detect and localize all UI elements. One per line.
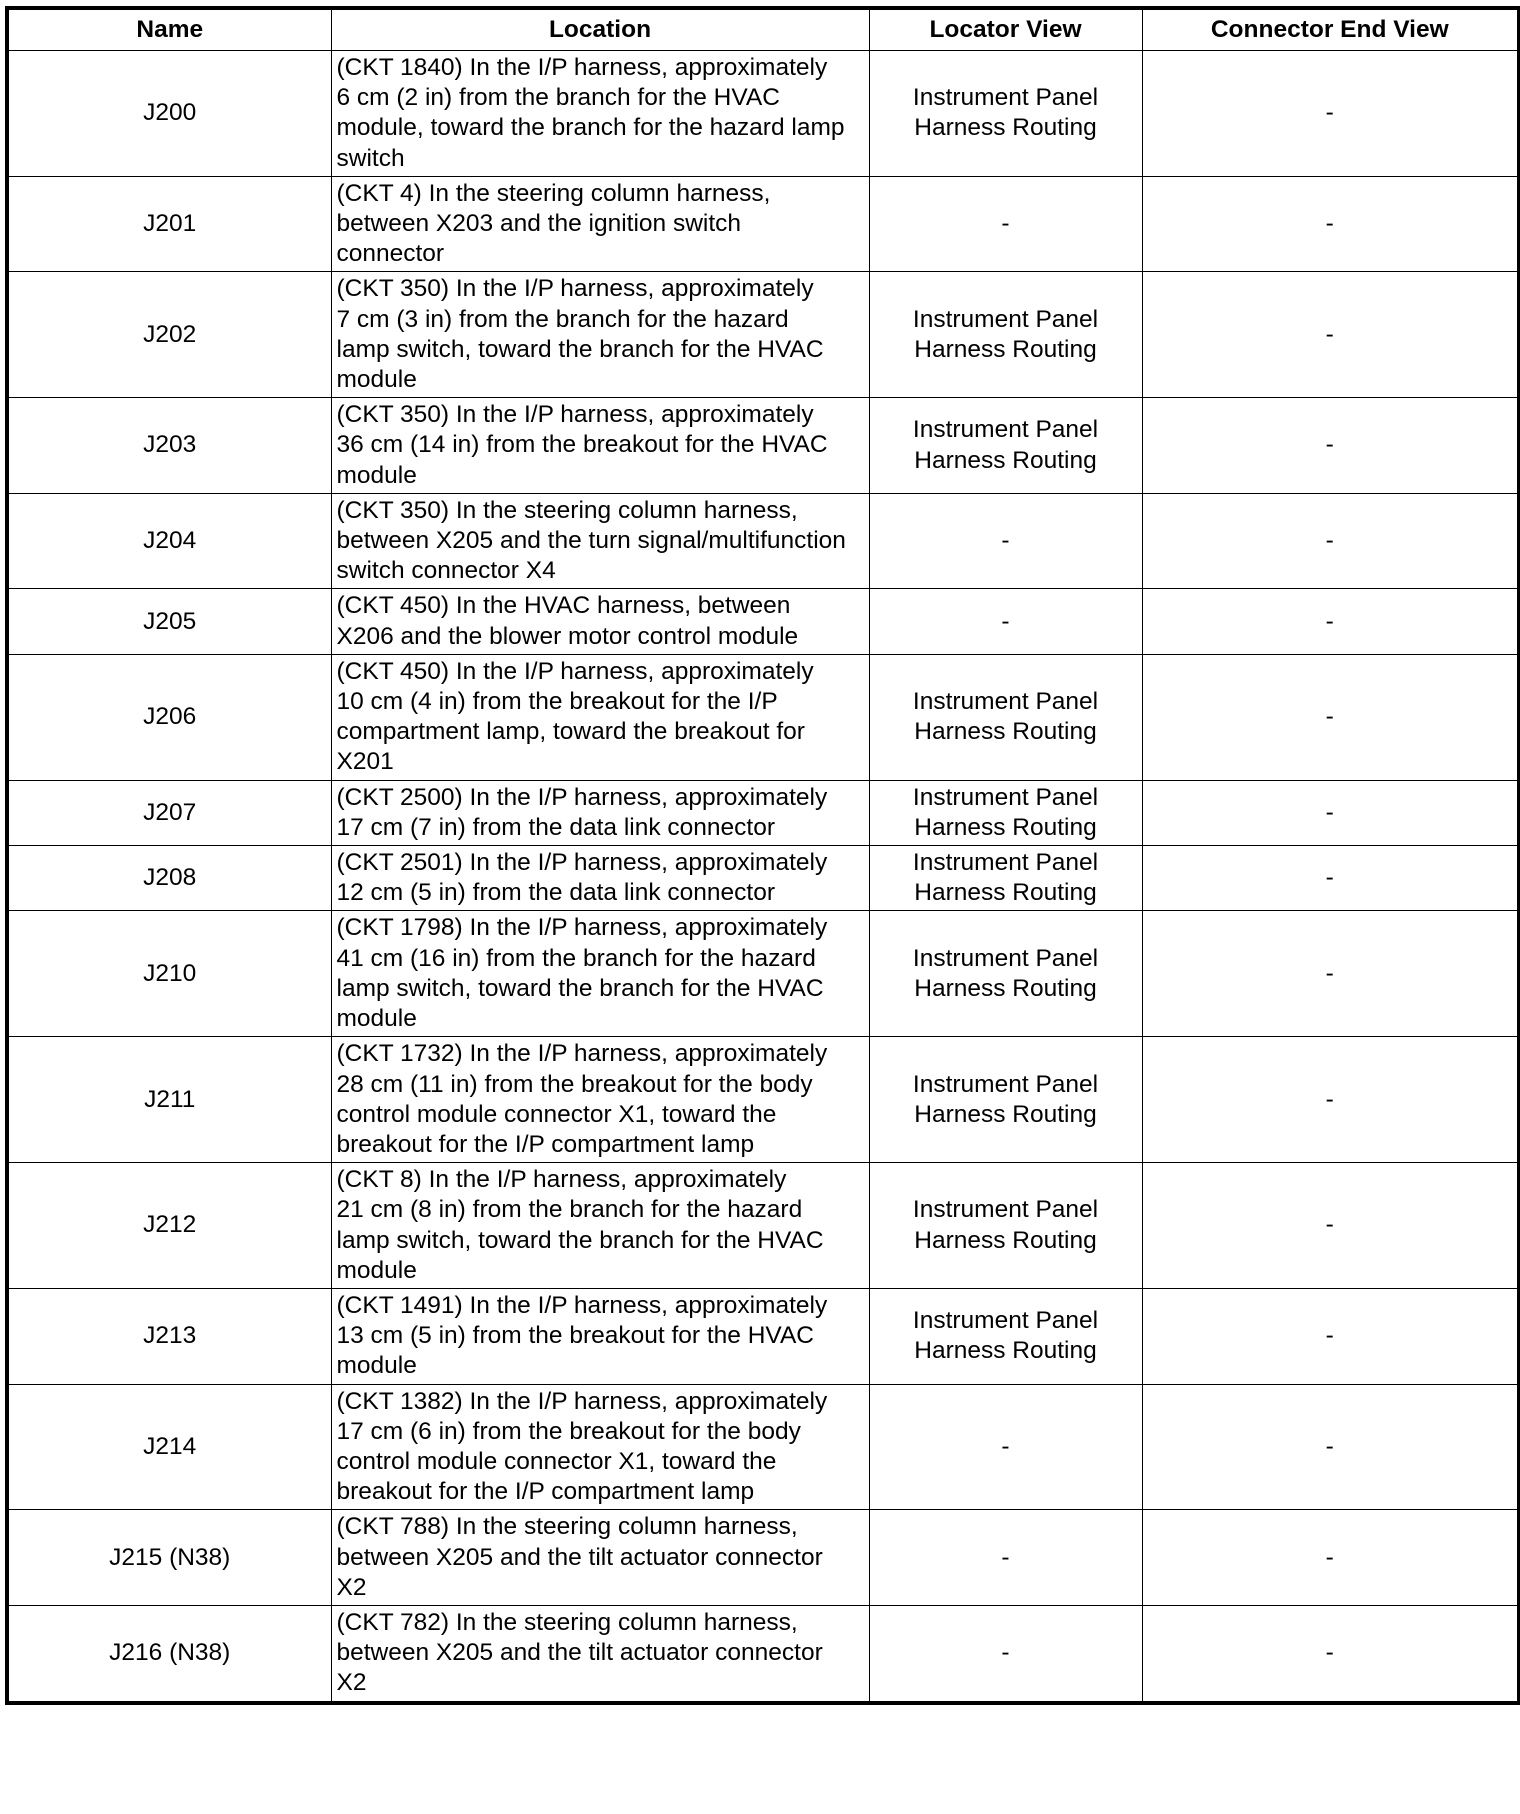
table-row xyxy=(7,398,1519,494)
splice-location-cell: (CKT 2500) In the I/P harness, approximately 17 cm (7 in) from the data link connector xyxy=(331,780,869,845)
splice-location-cell: (CKT 1840) In the I/P harness, approximately 6 cm (2 in) from the branch for the HVAC module, toward the branch for the hazard lamp switch xyxy=(331,51,869,177)
splice-name-cell: J206 xyxy=(7,654,331,780)
locator-view-cell: Instrument Panel Harness Routing xyxy=(869,398,1142,494)
header-row xyxy=(7,8,1519,51)
header-locator-view: Locator View xyxy=(869,8,1142,51)
table-body xyxy=(7,51,1519,1703)
splice-name-cell: J205 xyxy=(7,589,331,654)
table-row xyxy=(7,911,1519,1037)
splice-location-cell: (CKT 450) In the HVAC harness, between X206 and the blower motor control module xyxy=(331,589,869,654)
splice-location-cell: (CKT 8) In the I/P harness, approximately 21 cm (8 in) from the branch for the hazard lamp switch, toward the branch for the HVAC module xyxy=(331,1163,869,1289)
splice-location-cell: (CKT 4) In the steering column harness, between X203 and the ignition switch connector xyxy=(331,176,869,272)
locator-view-cell: Instrument Panel Harness Routing xyxy=(869,911,1142,1037)
splice-name-cell: J204 xyxy=(7,493,331,589)
connector-end-view-cell: - xyxy=(1142,398,1519,494)
connector-end-view-cell: - xyxy=(1142,911,1519,1037)
splice-table xyxy=(5,6,1520,1705)
connector-end-view-cell: - xyxy=(1142,1605,1519,1702)
connector-end-view-cell: - xyxy=(1142,654,1519,780)
locator-view-cell: - xyxy=(869,589,1142,654)
splice-name-cell: J200 xyxy=(7,51,331,177)
connector-end-view-cell: - xyxy=(1142,1510,1519,1606)
splice-location-cell: (CKT 788) In the steering column harness, between X205 and the tilt actuator connector X2 xyxy=(331,1510,869,1606)
splice-location-cell: (CKT 1382) In the I/P harness, approximately 17 cm (6 in) from the breakout for the body control module connector X1, toward the breakout for the I/P compartment lamp xyxy=(331,1384,869,1510)
splice-name-cell: J203 xyxy=(7,398,331,494)
splice-location-cell: (CKT 350) In the steering column harness, between X205 and the turn signal/multifunction switch connector X4 xyxy=(331,493,869,589)
connector-end-view-cell: - xyxy=(1142,51,1519,177)
connector-end-view-cell: - xyxy=(1142,1384,1519,1510)
splice-location-cell: (CKT 350) In the I/P harness, approximately 36 cm (14 in) from the breakout for the HVAC module xyxy=(331,398,869,494)
splice-name-cell: J201 xyxy=(7,176,331,272)
table-row xyxy=(7,1288,1519,1384)
table-row xyxy=(7,1510,1519,1606)
locator-view-cell: Instrument Panel Harness Routing xyxy=(869,1037,1142,1163)
connector-end-view-cell: - xyxy=(1142,1163,1519,1289)
splice-name-cell: J208 xyxy=(7,846,331,911)
splice-name-cell: J202 xyxy=(7,272,331,398)
table-header xyxy=(7,8,1519,51)
table-row xyxy=(7,589,1519,654)
table-row xyxy=(7,1605,1519,1702)
splice-location-cell: (CKT 450) In the I/P harness, approximately 10 cm (4 in) from the breakout for the I/P compartment lamp, toward the breakout for X201 xyxy=(331,654,869,780)
connector-end-view-cell: - xyxy=(1142,1037,1519,1163)
connector-end-view-cell: - xyxy=(1142,589,1519,654)
locator-view-cell: - xyxy=(869,493,1142,589)
table-row xyxy=(7,1163,1519,1289)
table-row xyxy=(7,272,1519,398)
locator-view-cell: Instrument Panel Harness Routing xyxy=(869,51,1142,177)
connector-end-view-cell: - xyxy=(1142,493,1519,589)
connector-end-view-cell: - xyxy=(1142,272,1519,398)
connector-end-view-cell: - xyxy=(1142,1288,1519,1384)
connector-end-view-cell: - xyxy=(1142,846,1519,911)
splice-name-cell: J207 xyxy=(7,780,331,845)
splice-name-cell: J215 (N38) xyxy=(7,1510,331,1606)
splice-name-cell: J214 xyxy=(7,1384,331,1510)
splice-location-cell: (CKT 1732) In the I/P harness, approximately 28 cm (11 in) from the breakout for the body control module connector X1, toward the breakout for the I/P compartment lamp xyxy=(331,1037,869,1163)
locator-view-cell: - xyxy=(869,176,1142,272)
locator-view-cell: Instrument Panel Harness Routing xyxy=(869,654,1142,780)
splice-location-cell: (CKT 1798) In the I/P harness, approximately 41 cm (16 in) from the branch for the hazard lamp switch, toward the branch for the HVAC module xyxy=(331,911,869,1037)
splice-name-cell: J213 xyxy=(7,1288,331,1384)
splice-name-cell: J212 xyxy=(7,1163,331,1289)
table-row xyxy=(7,1037,1519,1163)
splice-name-cell: J211 xyxy=(7,1037,331,1163)
splice-location-cell: (CKT 350) In the I/P harness, approximately 7 cm (3 in) from the branch for the hazard lamp switch, toward the branch for the HVAC module xyxy=(331,272,869,398)
header-name: Name xyxy=(7,8,331,51)
table-row xyxy=(7,654,1519,780)
header-location: Location xyxy=(331,8,869,51)
table-row xyxy=(7,846,1519,911)
locator-view-cell: - xyxy=(869,1605,1142,1702)
header-connector-end-view: Connector End View xyxy=(1142,8,1519,51)
locator-view-cell: Instrument Panel Harness Routing xyxy=(869,846,1142,911)
splice-name-cell: J216 (N38) xyxy=(7,1605,331,1702)
locator-view-cell: Instrument Panel Harness Routing xyxy=(869,1288,1142,1384)
table-row xyxy=(7,176,1519,272)
splice-location-cell: (CKT 782) In the steering column harness, between X205 and the tilt actuator connector X2 xyxy=(331,1605,869,1702)
locator-view-cell: - xyxy=(869,1384,1142,1510)
locator-view-cell: Instrument Panel Harness Routing xyxy=(869,272,1142,398)
splice-location-cell: (CKT 1491) In the I/P harness, approximately 13 cm (5 in) from the breakout for the HVAC module xyxy=(331,1288,869,1384)
locator-view-cell: Instrument Panel Harness Routing xyxy=(869,780,1142,845)
splice-name-cell: J210 xyxy=(7,911,331,1037)
table-row xyxy=(7,780,1519,845)
table-row xyxy=(7,493,1519,589)
connector-end-view-cell: - xyxy=(1142,176,1519,272)
locator-view-cell: - xyxy=(869,1510,1142,1606)
splice-location-cell: (CKT 2501) In the I/P harness, approximately 12 cm (5 in) from the data link connector xyxy=(331,846,869,911)
connector-end-view-cell: - xyxy=(1142,780,1519,845)
table-row xyxy=(7,51,1519,177)
table-row xyxy=(7,1384,1519,1510)
locator-view-cell: Instrument Panel Harness Routing xyxy=(869,1163,1142,1289)
